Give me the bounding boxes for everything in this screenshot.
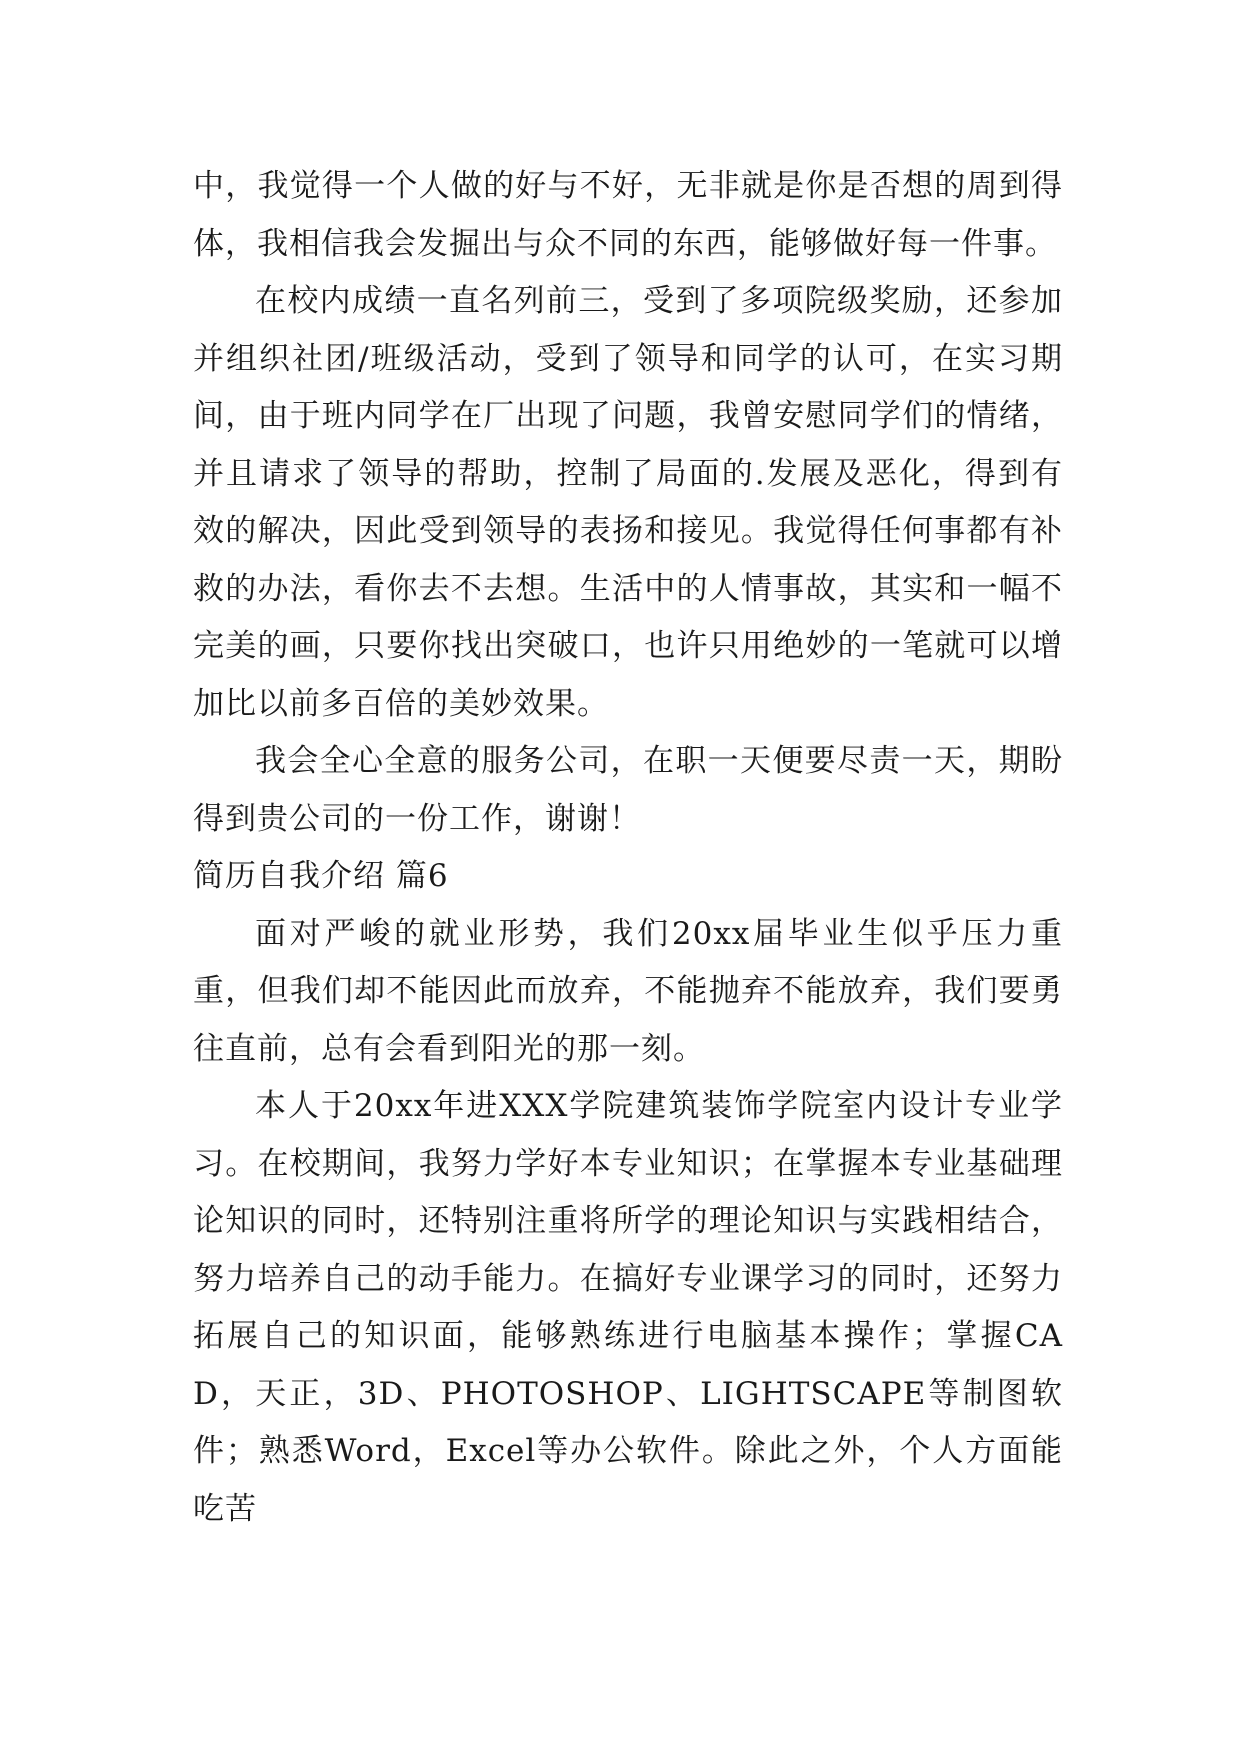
paragraph-school-performance: 在校内成绩一直名列前三，受到了多项院级奖励，还参加并组织社团/班级活动，受到了领导和同学的认可，在实习期间，由于班内同学在厂出现了问题，我曾安慰同学们的情绪，并且请求了领导的帮助，控制了局面的.发展及恶化，得到有效的解决，因此受到领导的表扬和接见。我觉得任何事都有补救的办法，看你去不去想。生活中的人情事故，其实和一幅不完美的画，只要你找出突破口，也许只用绝妙的一笔就可以增加比以前多百倍的美妙效果。	[193, 283, 1063, 722]
paragraph-closing: 我会全心全意的服务公司，在职一天便要尽责一天，期盼得到贵公司的一份工作，谢谢！	[193, 743, 1063, 837]
section-heading: 简历自我介绍 篇6	[193, 858, 449, 894]
paragraph-education: 本人于20xx年进XXX学院建筑装饰学院室内设计专业学习。在校期间，我努力学好本专业知识；在掌握本专业基础理论知识的同时，还特别注重将所学的理论知识与实践相结合，努力培养自己的动手能力。在搞好专业课学习的同时，还努力拓展自己的知识面，能够熟练进行电脑基本操作；掌握CAD，天正，3D、PHOTOSHOP、LIGHTSCAPE等制图软件；熟悉Word，Excel等办公软件。除此之外，个人方面能吃苦	[193, 1088, 1063, 1527]
document-body	[193, 158, 1063, 1538]
paragraph-continuation: 中，我觉得一个人做的好与不好，无非就是你是否想的周到得体，我相信我会发掘出与众不同的东西，能够做好每一件事。	[193, 168, 1063, 262]
paragraph-employment: 面对严峻的就业形势，我们20xx届毕业生似乎压力重重，但我们却不能因此而放弃，不能抛弃不能放弃，我们要勇往直前，总有会看到阳光的那一刻。	[193, 915, 1063, 1067]
